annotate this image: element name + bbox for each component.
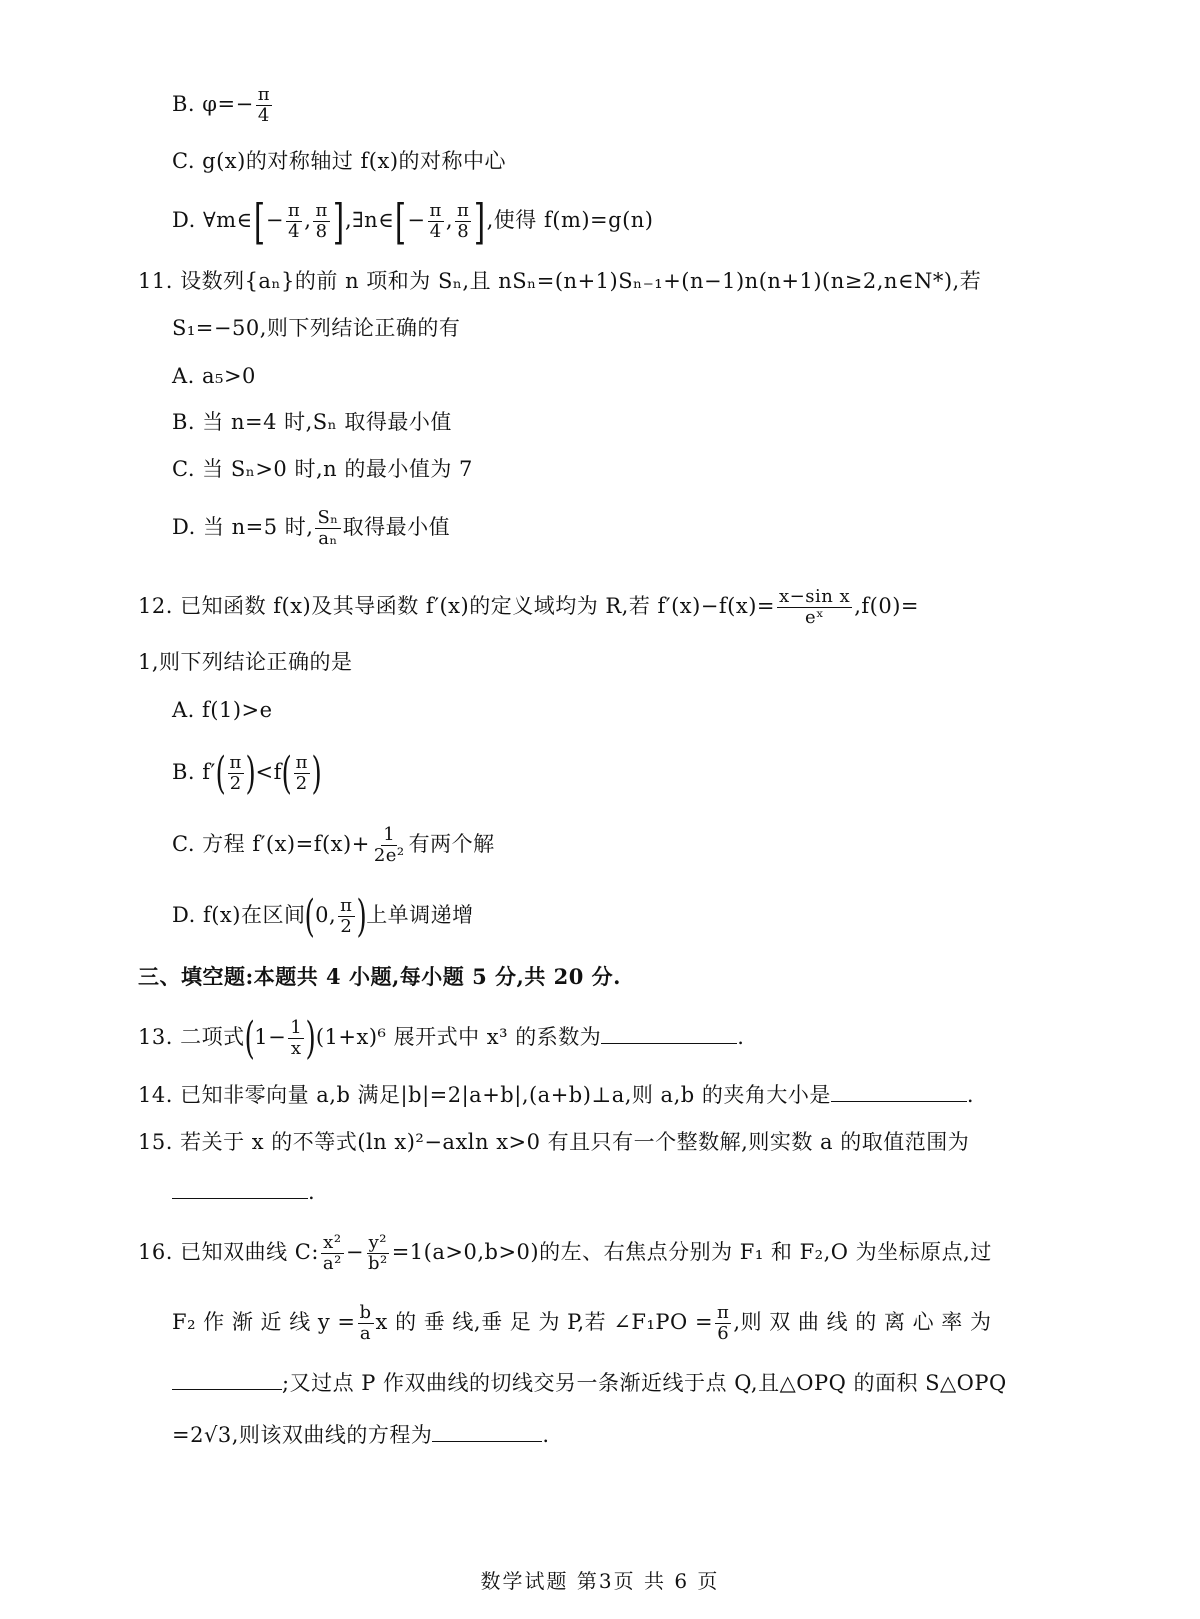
fraction	[338, 896, 354, 937]
option-text: D. 当 n=5 时,	[172, 515, 314, 539]
numerator: 1	[290, 1017, 303, 1038]
numerator: x−sin x	[779, 586, 851, 607]
stem-text: 13. 二项式	[138, 1025, 245, 1049]
denominator: 2	[295, 773, 308, 794]
numerator: y²	[368, 1232, 388, 1253]
denominator: a²	[322, 1253, 342, 1274]
fraction	[288, 1018, 304, 1059]
q16-line1	[138, 1226, 992, 1278]
denominator: b²	[367, 1253, 388, 1274]
q12-option-a: A. f(1)>e	[172, 698, 273, 722]
stem-text: ;又过点 P 作双曲线的切线交另一条渐近线于点 Q,且△OPQ 的面积 S△OPQ	[282, 1371, 1007, 1395]
q11-option-d	[172, 501, 450, 553]
fraction	[313, 201, 329, 242]
fraction	[228, 753, 244, 794]
interval-start: 0,	[315, 903, 337, 927]
stem-text: 1−	[254, 1025, 287, 1049]
numerator: b	[359, 1302, 372, 1323]
option-text: D. f(x)在区间	[172, 903, 306, 927]
fraction	[366, 1233, 390, 1274]
left-paren: (	[215, 747, 226, 799]
fraction	[358, 1303, 374, 1344]
denominator: eˣ	[804, 607, 825, 628]
option-text: <f	[255, 760, 282, 784]
comma: ,	[445, 208, 454, 232]
right-paren: )	[311, 747, 323, 799]
right-paren: )	[305, 1012, 317, 1064]
q16-line2	[172, 1296, 991, 1348]
q12-option-d	[172, 889, 474, 941]
numerator: π	[717, 1302, 730, 1323]
option-text: B. f′	[172, 760, 216, 784]
stem-text: =2√3,则该双曲线的方程为	[172, 1423, 433, 1447]
left-paren: (	[304, 890, 316, 942]
fraction	[286, 201, 302, 242]
q12-option-c	[172, 818, 495, 870]
numerator: π	[229, 752, 242, 773]
page-footer: 数学试题 第3页 共 6 页	[480, 1569, 720, 1593]
numerator: π	[429, 200, 442, 221]
numerator: π	[257, 84, 271, 105]
numerator: π	[287, 200, 301, 221]
denominator: x	[290, 1038, 302, 1059]
denominator: 8	[457, 221, 470, 242]
minus-sign: −	[345, 1240, 364, 1264]
denominator: 4	[257, 105, 270, 126]
q14	[138, 1080, 974, 1110]
q12-option-b	[172, 746, 322, 798]
option-text: ,∃n∈	[345, 208, 395, 232]
numerator: 1	[383, 824, 396, 845]
answer-blank[interactable]	[831, 1081, 967, 1102]
q11-stem-line2: S₁=−50,则下列结论正确的有	[172, 316, 461, 340]
section-heading: 三、填空题:本题共 4 小题,每小题 5 分,共 20 分.	[138, 964, 621, 989]
fraction	[715, 1303, 731, 1344]
stem-text: (1+x)⁶ 展开式中 x³ 的系数为	[315, 1025, 602, 1049]
fraction	[294, 753, 310, 794]
period: .	[308, 1180, 316, 1204]
fraction	[256, 85, 272, 126]
stem-text: ,f(0)=	[854, 594, 919, 618]
period: .	[966, 1083, 975, 1107]
q16-line3	[172, 1368, 1007, 1398]
denominator: 8	[315, 221, 328, 242]
numerator: π	[295, 752, 308, 773]
q15-line1: 15. 若关于 x 的不等式(ln x)²−axln x>0 有且只有一个整数解,则实数 a 的取值范围为	[138, 1130, 970, 1154]
denominator: a	[359, 1323, 372, 1344]
option-text: C. 方程 f′(x)=f(x)+	[172, 832, 370, 856]
fraction	[777, 587, 852, 628]
option-text: D. ∀m∈	[172, 208, 253, 232]
stem-text: 14. 已知非零向量 a,b 满足|b|=2|a+b|,(a+b)⊥a,则 a,b 的夹角大小是	[138, 1083, 831, 1107]
q10-option-b	[172, 78, 274, 130]
numerator: π	[457, 200, 470, 221]
q11-option-a: A. a₅>0	[172, 364, 256, 388]
left-bracket: [	[395, 193, 407, 250]
right-paren: )	[245, 747, 256, 799]
stem-text: x 的 垂 线,垂 足 为 P,若 ∠F₁PO =	[375, 1310, 714, 1334]
numerator: π	[315, 200, 328, 221]
left-bracket: [	[253, 193, 265, 250]
option-text: 取得最小值	[342, 515, 451, 539]
fraction	[455, 201, 471, 242]
answer-blank[interactable]	[172, 1178, 308, 1199]
denominator: 4	[288, 221, 301, 242]
numerator: π	[340, 895, 353, 916]
answer-blank[interactable]	[172, 1369, 282, 1390]
fraction	[372, 825, 407, 866]
denominator: aₙ	[318, 528, 338, 549]
numerator: x²	[323, 1232, 342, 1253]
q11-option-b: B. 当 n=4 时,Sₙ 取得最小值	[172, 410, 452, 434]
option-text: 有两个解	[408, 832, 495, 856]
answer-blank[interactable]	[432, 1421, 542, 1442]
denominator: 4	[429, 221, 442, 242]
q16-line4	[172, 1420, 550, 1450]
q12-stem-line1	[138, 580, 919, 632]
stem-text: 12. 已知函数 f(x)及其导函数 f′(x)的定义域均为 R,若 f′(x)−f(x)=	[138, 594, 775, 618]
option-text: φ=−	[202, 92, 254, 116]
q15-line2	[172, 1177, 315, 1207]
answer-blank[interactable]	[601, 1023, 737, 1044]
period: .	[737, 1025, 745, 1049]
stem-text: ,则 双 曲 线 的 离 心 率 为	[733, 1310, 992, 1334]
fraction	[315, 508, 340, 549]
numerator: Sₙ	[317, 507, 339, 528]
period: .	[542, 1423, 550, 1447]
right-paren: )	[356, 890, 367, 942]
denominator: 2	[340, 916, 353, 937]
option-text: ,使得 f(m)=g(n)	[486, 208, 654, 232]
stem-text: F₂ 作 渐 近 线 y =	[172, 1310, 356, 1334]
minus-sign: −	[407, 208, 426, 232]
q11-option-c: C. 当 Sₙ>0 时,n 的最小值为 7	[172, 457, 473, 481]
left-paren: (	[244, 1012, 255, 1064]
q10-option-c: C. g(x)的对称轴过 f(x)的对称中心	[172, 149, 507, 173]
stem-text: 16. 已知双曲线 C:	[138, 1240, 319, 1264]
q12-stem-line2: 1,则下列结论正确的是	[138, 650, 353, 674]
right-bracket: ]	[332, 193, 345, 250]
q13	[138, 1011, 744, 1063]
fraction	[428, 201, 444, 242]
left-paren: (	[281, 747, 293, 799]
minus-sign: −	[265, 208, 284, 232]
q10-option-d	[172, 193, 654, 250]
stem-text: =1(a>0,b>0)的左、右焦点分别为 F₁ 和 F₂,O 为坐标原点,过	[391, 1240, 992, 1264]
option-text: 上单调递增	[366, 903, 474, 927]
right-bracket: ]	[474, 193, 486, 250]
denominator: 2e²	[373, 845, 405, 866]
option-label: B.	[172, 92, 196, 116]
denominator: 6	[717, 1323, 730, 1344]
denominator: 2	[229, 773, 242, 794]
fraction	[321, 1233, 344, 1274]
comma: ,	[304, 208, 312, 232]
q11-stem-line1: 11. 设数列{aₙ}的前 n 项和为 Sₙ,且 nSₙ=(n+1)Sₙ₋₁+(n−1)n(n+1)(n≥2,n∈N*),若	[138, 269, 982, 293]
